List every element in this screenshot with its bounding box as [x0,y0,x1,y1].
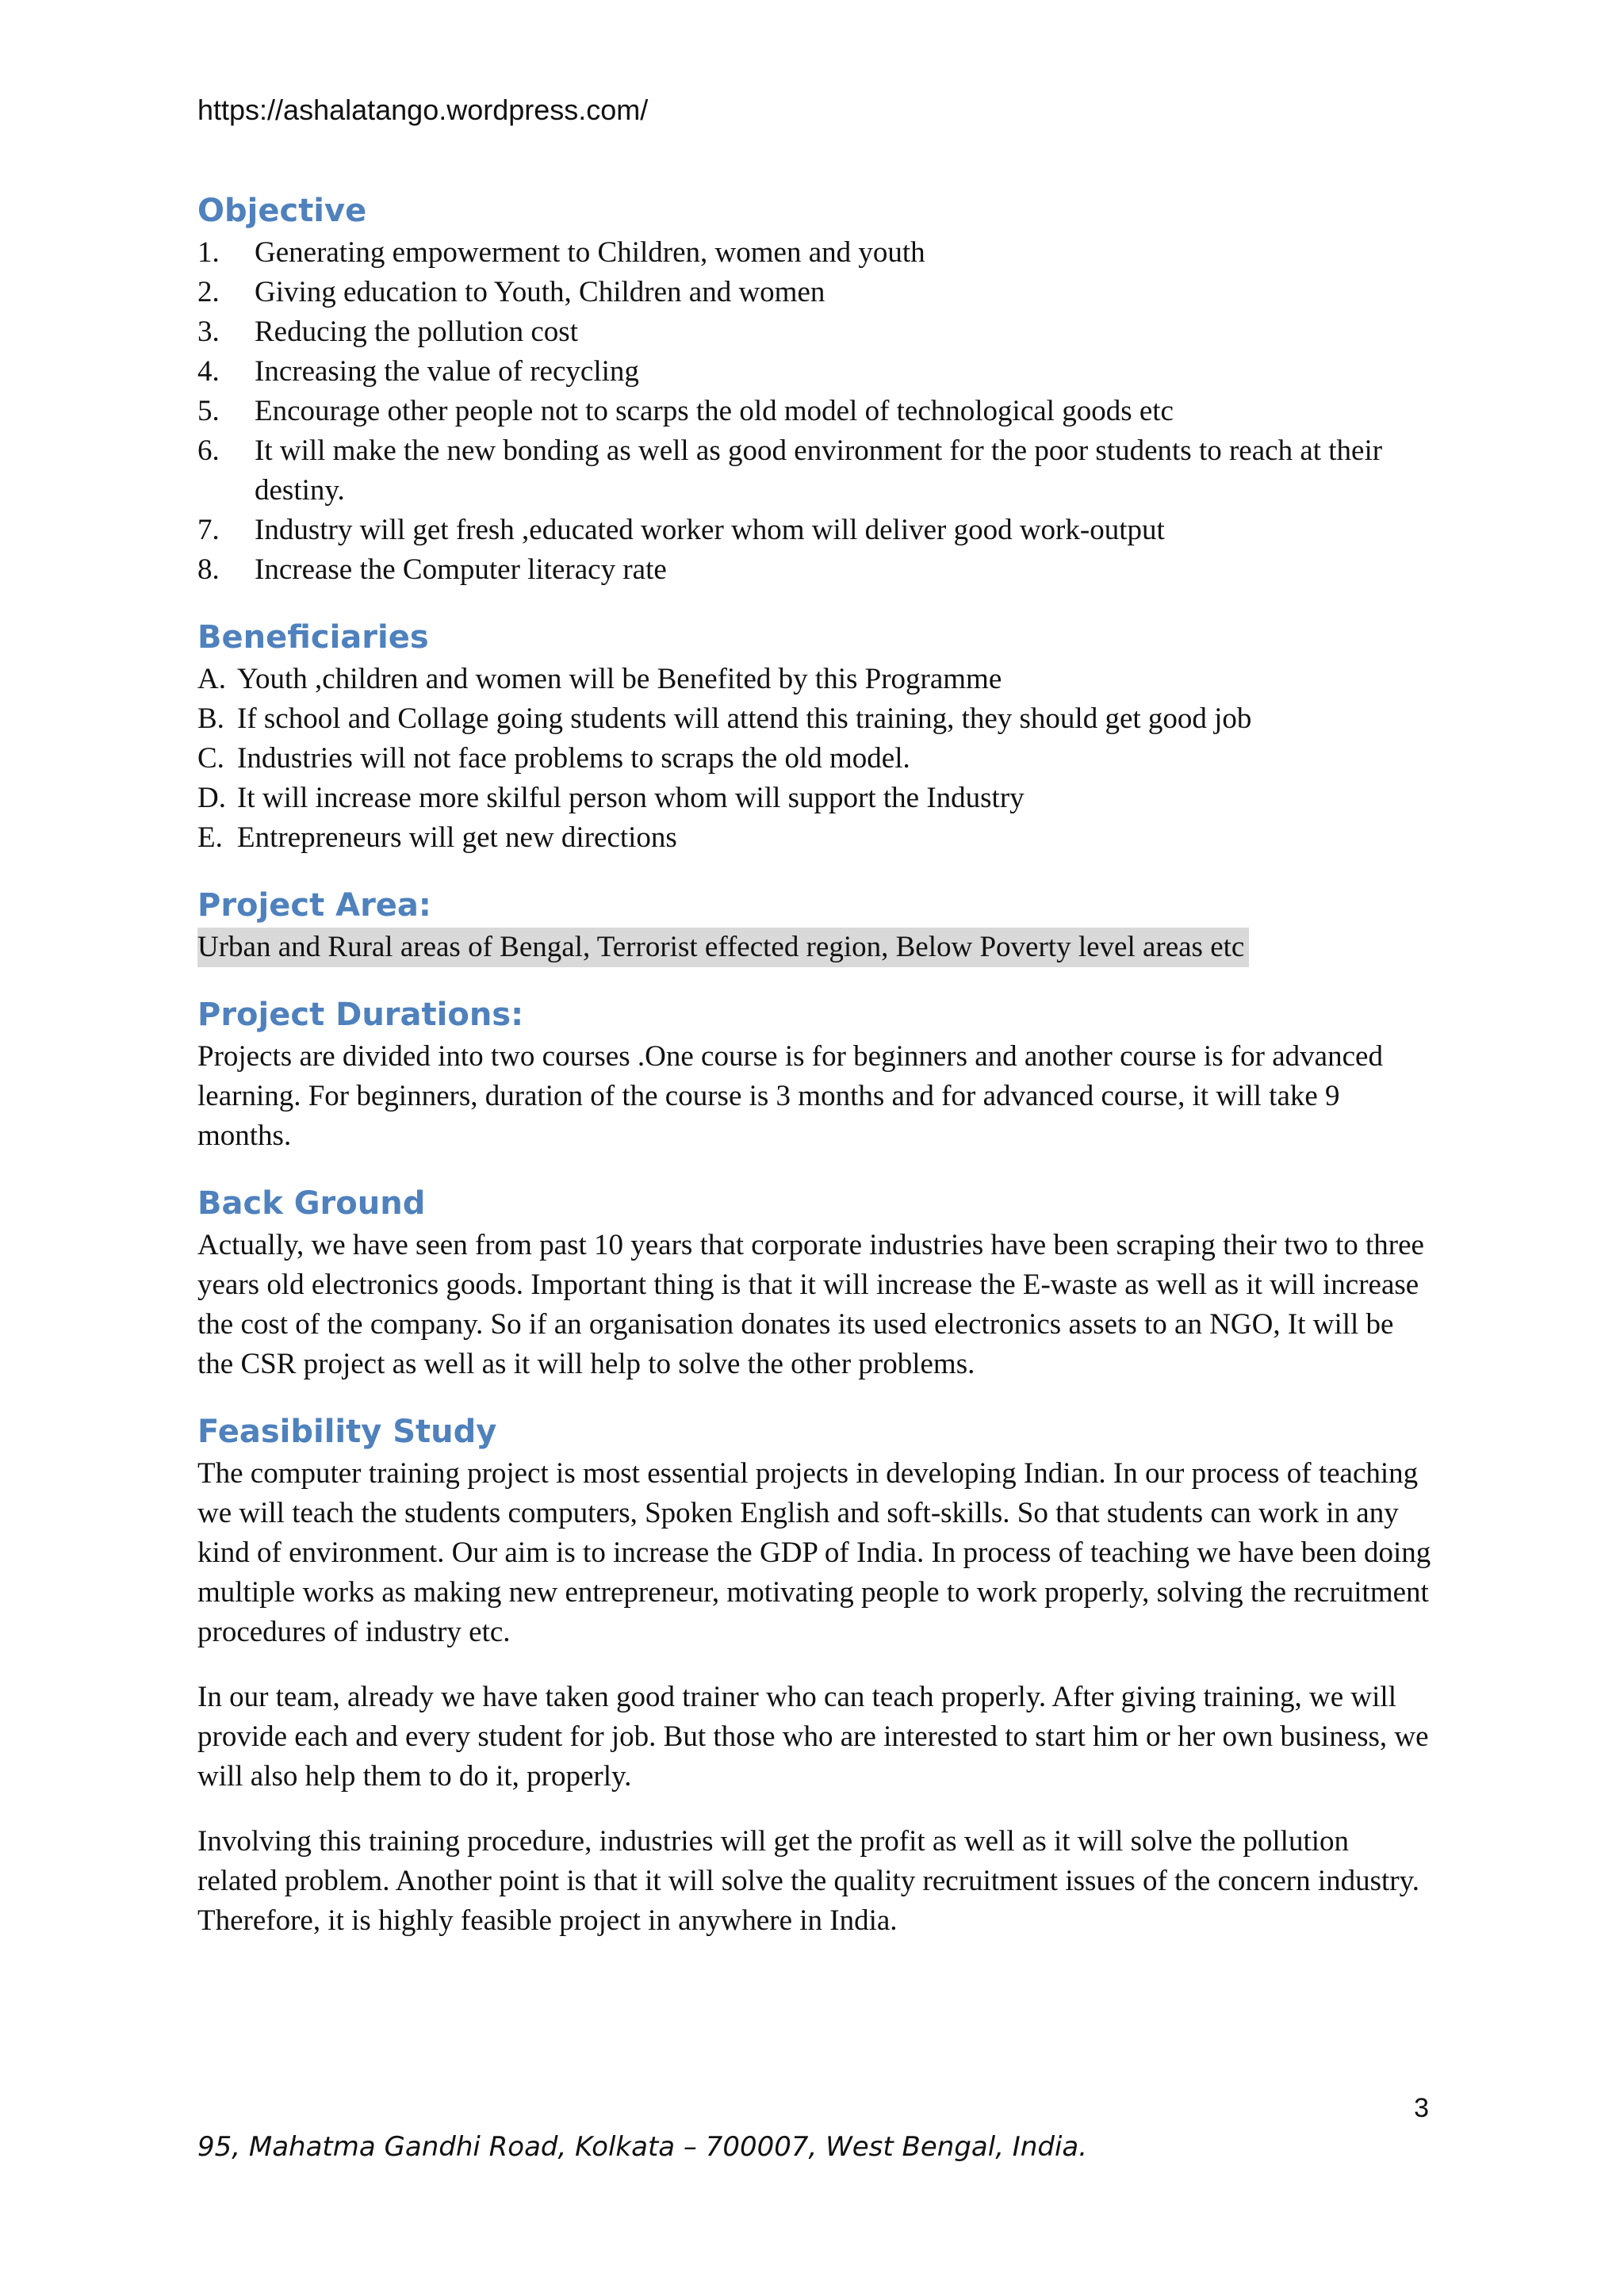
project-durations-heading: Project Durations: [197,997,524,1033]
list-item [197,660,1434,699]
feasibility-paragraph: The computer training project is most essential projects in developing Indian. In our process of teaching we will teach the students computers, Spoken English and soft-skills. So that students can work in any kind of environment. Our aim is to increase the GDP of India. In process of teaching we have been doing multiple works as making new entrepreneur, motivating people to work properly, solving the recruitment procedures of industry etc. [197,1457,1431,1648]
list-number: 7. [197,514,220,546]
header-url: https://ashalatango.wordpress.com/ [197,94,649,126]
list-number: 5. [197,395,220,427]
list-letter: E. [197,821,223,854]
project-durations-text: Projects are divided into two courses .One course is for beginners and another course is for advanced learning. For beginners, duration of the course is 3 months and for advanced course, it will take 9 months. [197,1040,1383,1152]
list-text: Giving education to Youth, Children and women [255,276,825,308]
objective-section [197,189,1434,590]
list-item [197,233,1434,273]
list-letter: C. [197,742,224,775]
list-item [197,352,1434,392]
list-item [197,511,1434,550]
project-area-section [197,883,1434,967]
feasibility-paragraph: Involving this training procedure, industries will get the profit as well as it will solve the pollution related problem. Another point is that it will solve the quality recruitment issues of the concern industry. Therefore, it is highly feasible project in anywhere in India. [197,1825,1419,1937]
footer-address: 95, Mahatma Gandhi Road, Kolkata – 700007, West Bengal, India. [197,2131,1088,2163]
list-text: If school and Collage going students will attend this training, they should get good job [237,702,1252,735]
background-heading: Back Ground [197,1185,426,1222]
background-section [197,1181,1434,1384]
list-number: 3. [197,316,220,348]
list-number: 2. [197,276,220,308]
list-number: 4. [197,355,220,388]
list-text: Reducing the pollution cost [255,316,578,348]
list-item [197,818,1434,858]
list-letter: A. [197,663,226,695]
list-item [197,739,1434,779]
list-text: It will make the new bonding as well as good environment for the poor students to reach at their destiny. [255,434,1383,507]
list-item [197,392,1434,431]
objective-heading: Objective [197,193,367,229]
list-item [197,312,1434,352]
project-area-text: Urban and Rural areas of Bengal, Terrorist effected region, Below Poverty level areas etc [197,928,1249,967]
beneficiaries-list [197,660,1434,858]
page-number: 3 [1414,2093,1429,2123]
list-text: Industries will not face problems to scraps the old model. [237,742,910,775]
list-text: Industry will get fresh ,educated worker whom will deliver good work-output [255,514,1165,546]
list-item [197,779,1434,818]
list-text: It will increase more skilful person whom will support the Industry [237,782,1025,814]
feasibility-paragraph: In our team, already we have taken good trainer who can teach properly. After giving training, we will provide each and every student for job. But those who are interested to start him or her own business, we will also help them to do it, properly. [197,1681,1429,1793]
list-number: 6. [197,434,220,467]
list-item [197,431,1434,511]
list-text: Youth ,children and women will be Benefited by this Programme [237,663,1002,695]
list-letter: D. [197,782,226,814]
project-durations-section [197,993,1434,1156]
list-item [197,699,1434,739]
objective-list [197,233,1434,590]
list-text: Encourage other people not to scarps the old model of technological goods etc [255,395,1174,427]
project-area-heading: Project Area: [197,887,431,924]
list-number: 1. [197,236,220,269]
list-text: Increasing the value of recycling [255,355,639,388]
feasibility-section [197,1410,1434,1941]
list-number: 8. [197,553,220,586]
list-letter: B. [197,702,224,735]
list-item [197,550,1434,590]
list-item [197,273,1434,312]
page-content [197,189,1434,1966]
list-text: Increase the Computer literacy rate [255,553,667,586]
beneficiaries-heading: Beneficiaries [197,619,429,656]
list-text: Entrepreneurs will get new directions [237,821,677,854]
background-text: Actually, we have seen from past 10 years that corporate industries have been scraping their two to three years old electronics goods. Important thing is that it will increase the E-waste as well as it will increase the cost of the company. So if an organisation donates its used electronics assets to an NGO, It will be the CSR project as well as it will help to solve the other problems. [197,1229,1424,1380]
list-text: Generating empowerment to Children, women and youth [255,236,925,269]
feasibility-heading: Feasibility Study [197,1414,497,1450]
beneficiaries-section [197,615,1434,858]
